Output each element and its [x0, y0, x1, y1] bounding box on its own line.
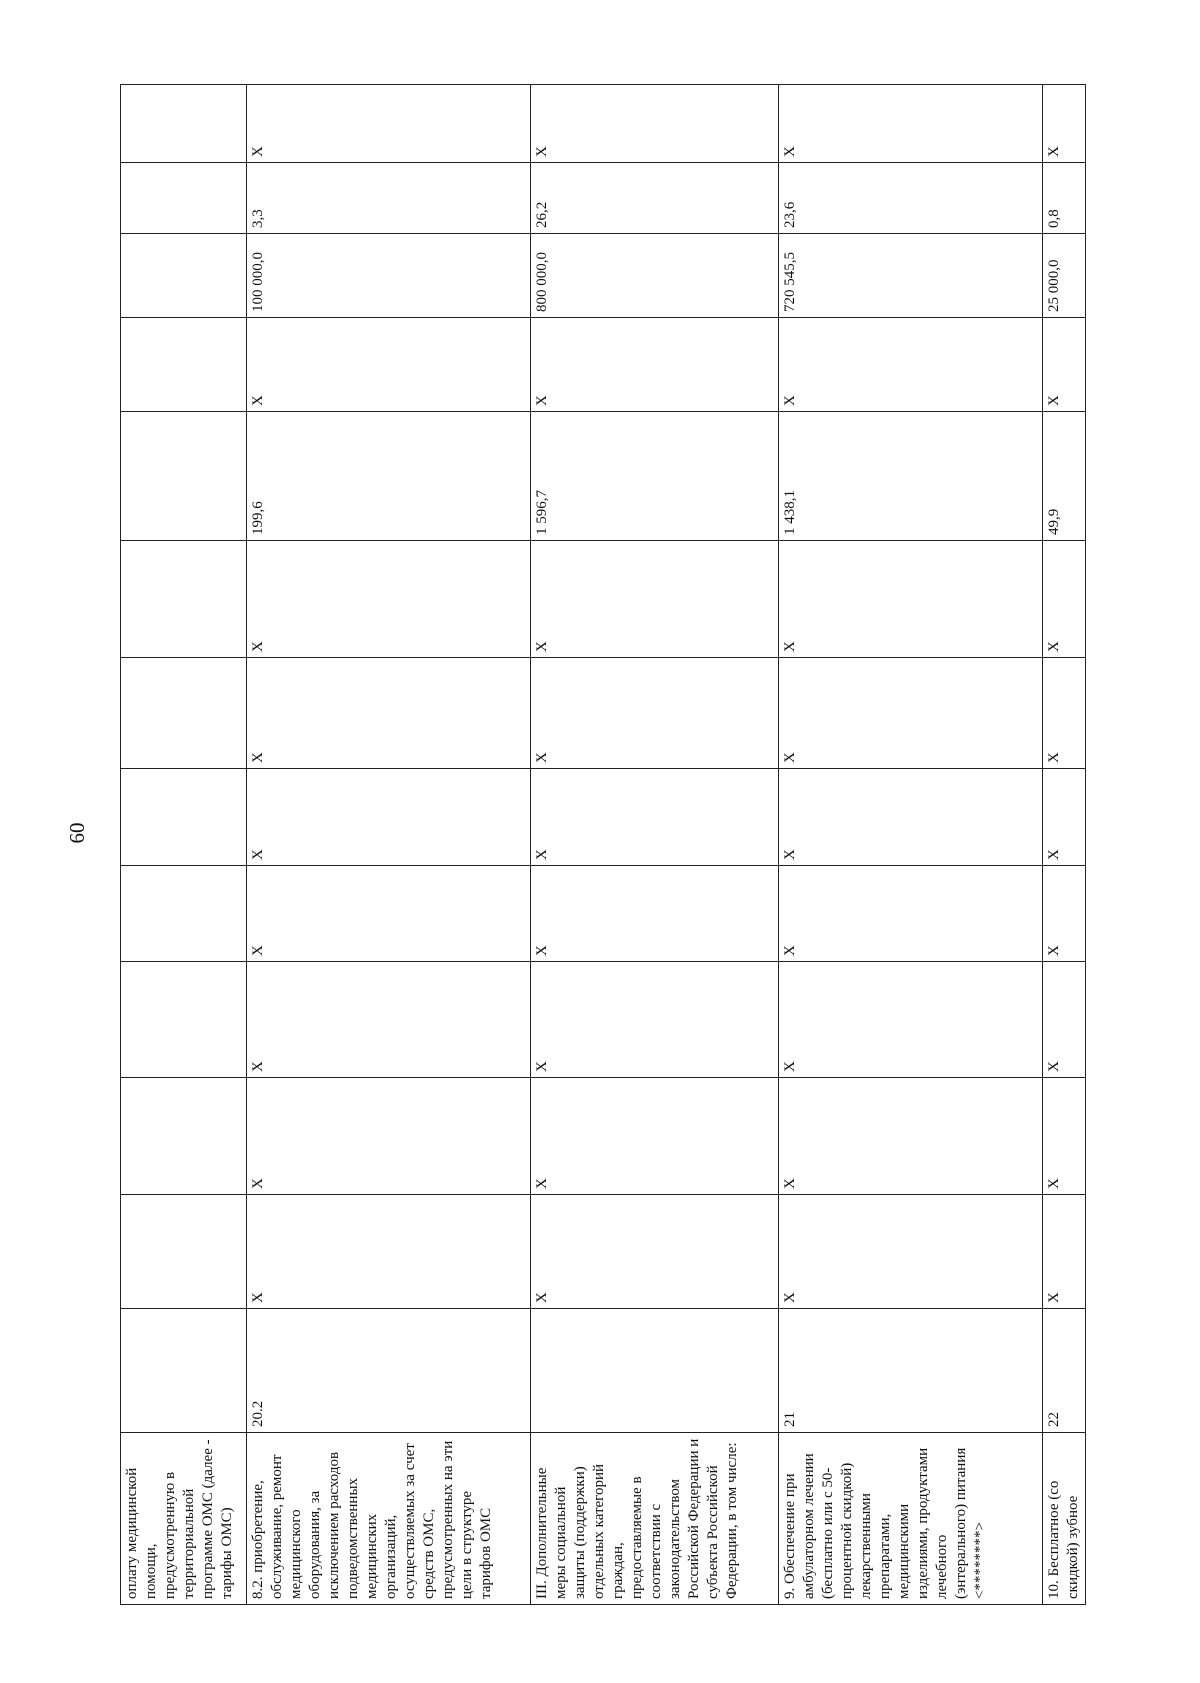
table-cell: 1 596,7 [531, 412, 779, 541]
table-row [1043, 85, 1086, 1605]
table-cell: X [1043, 658, 1086, 769]
table-cell [121, 866, 247, 962]
table-body [121, 85, 1086, 1605]
table-cell: 22 [1043, 1309, 1086, 1433]
table-cell: X [531, 962, 779, 1078]
table-cell [121, 412, 247, 541]
table-cell [531, 1309, 779, 1433]
table-cell: X [531, 1195, 779, 1309]
table-cell [121, 1078, 247, 1195]
financing-table [120, 84, 1086, 1605]
rotated-table-sheet [120, 85, 1080, 1605]
table-cell: X [1043, 85, 1086, 163]
table-row [121, 85, 247, 1605]
table-cell: X [247, 962, 531, 1078]
table-cell: X [1043, 1195, 1086, 1309]
table-cell: 1 438,1 [779, 412, 1043, 541]
row-name-cell: 10. Бесплатное (со скидкой) зубное [1043, 1433, 1086, 1605]
row-name-cell: 8.2. приобретение, обслуживание, ремонт медицинского оборудования, за исключением расходов подведомственных медицинских организаций, осуществляемых за счет средств ОМС, предусмотренных на эти цели в структуре тарифов ОМС [247, 1433, 531, 1605]
table-cell: X [1043, 866, 1086, 962]
row-name-cell: III. Дополнительные меры социальной защиты (поддержки) отдельных категорий граждан, предоставляемые в соответствии с законодательством Российской Федерации и субъекта Российской Федерации, в том числе: [531, 1433, 779, 1605]
table-cell [121, 85, 247, 163]
table-cell: X [247, 866, 531, 962]
table-cell: X [531, 866, 779, 962]
table-cell: 20.2 [247, 1309, 531, 1433]
table-cell [121, 163, 247, 234]
table-cell: X [779, 1195, 1043, 1309]
table-row [779, 85, 1043, 1605]
table-cell [121, 769, 247, 866]
table-cell: X [247, 541, 531, 658]
table-cell: X [531, 318, 779, 412]
table-cell [121, 1195, 247, 1309]
table-cell: X [247, 658, 531, 769]
table-cell [121, 1309, 247, 1433]
table-cell: X [1043, 318, 1086, 412]
table-cell: 199,6 [247, 412, 531, 541]
table-cell: 26,2 [531, 163, 779, 234]
table-cell: X [779, 962, 1043, 1078]
table-cell: X [247, 1078, 531, 1195]
table-cell: X [1043, 1078, 1086, 1195]
table-cell: X [779, 769, 1043, 866]
table-cell: X [247, 769, 531, 866]
table-cell [121, 962, 247, 1078]
table-cell [121, 541, 247, 658]
table-cell [121, 658, 247, 769]
table-cell: X [779, 541, 1043, 658]
page-number: 60 [65, 822, 89, 844]
table-cell: X [531, 658, 779, 769]
table-cell: X [531, 541, 779, 658]
table-cell [121, 318, 247, 412]
table-cell [121, 234, 247, 318]
table-cell: 49,9 [1043, 412, 1086, 541]
row-name-cell: оплату медицинской помощи, предусмотренную в территориальной программе ОМС (далее - тарифы ОМС) [121, 1433, 247, 1605]
table-cell: X [531, 1078, 779, 1195]
table-cell: X [779, 85, 1043, 163]
table-cell: 800 000,0 [531, 234, 779, 318]
table-cell: 100 000,0 [247, 234, 531, 318]
table-cell: X [531, 85, 779, 163]
table-row [247, 85, 531, 1605]
table-cell: 21 [779, 1309, 1043, 1433]
table-cell: X [779, 1078, 1043, 1195]
table-cell: X [531, 769, 779, 866]
table-row [531, 85, 779, 1605]
table-cell: 720 545,5 [779, 234, 1043, 318]
table-cell: X [247, 85, 531, 163]
row-name-cell: 9. Обеспечение при амбулаторном лечении (бесплатно или с 50-процентной скидкой) лекарственными препаратами, медицинскими изделиями, продуктами лечебного (энтерального) питания <********> [779, 1433, 1043, 1605]
table-cell: 25 000,0 [1043, 234, 1086, 318]
table-cell: X [1043, 769, 1086, 866]
table-cell: 0,8 [1043, 163, 1086, 234]
table-cell: 3,3 [247, 163, 531, 234]
table-cell: X [1043, 962, 1086, 1078]
table-cell: X [779, 866, 1043, 962]
table-cell: X [779, 658, 1043, 769]
table-cell: X [247, 1195, 531, 1309]
table-cell: 23,6 [779, 163, 1043, 234]
table-cell: X [247, 318, 531, 412]
table-cell: X [1043, 541, 1086, 658]
table-cell: X [779, 318, 1043, 412]
